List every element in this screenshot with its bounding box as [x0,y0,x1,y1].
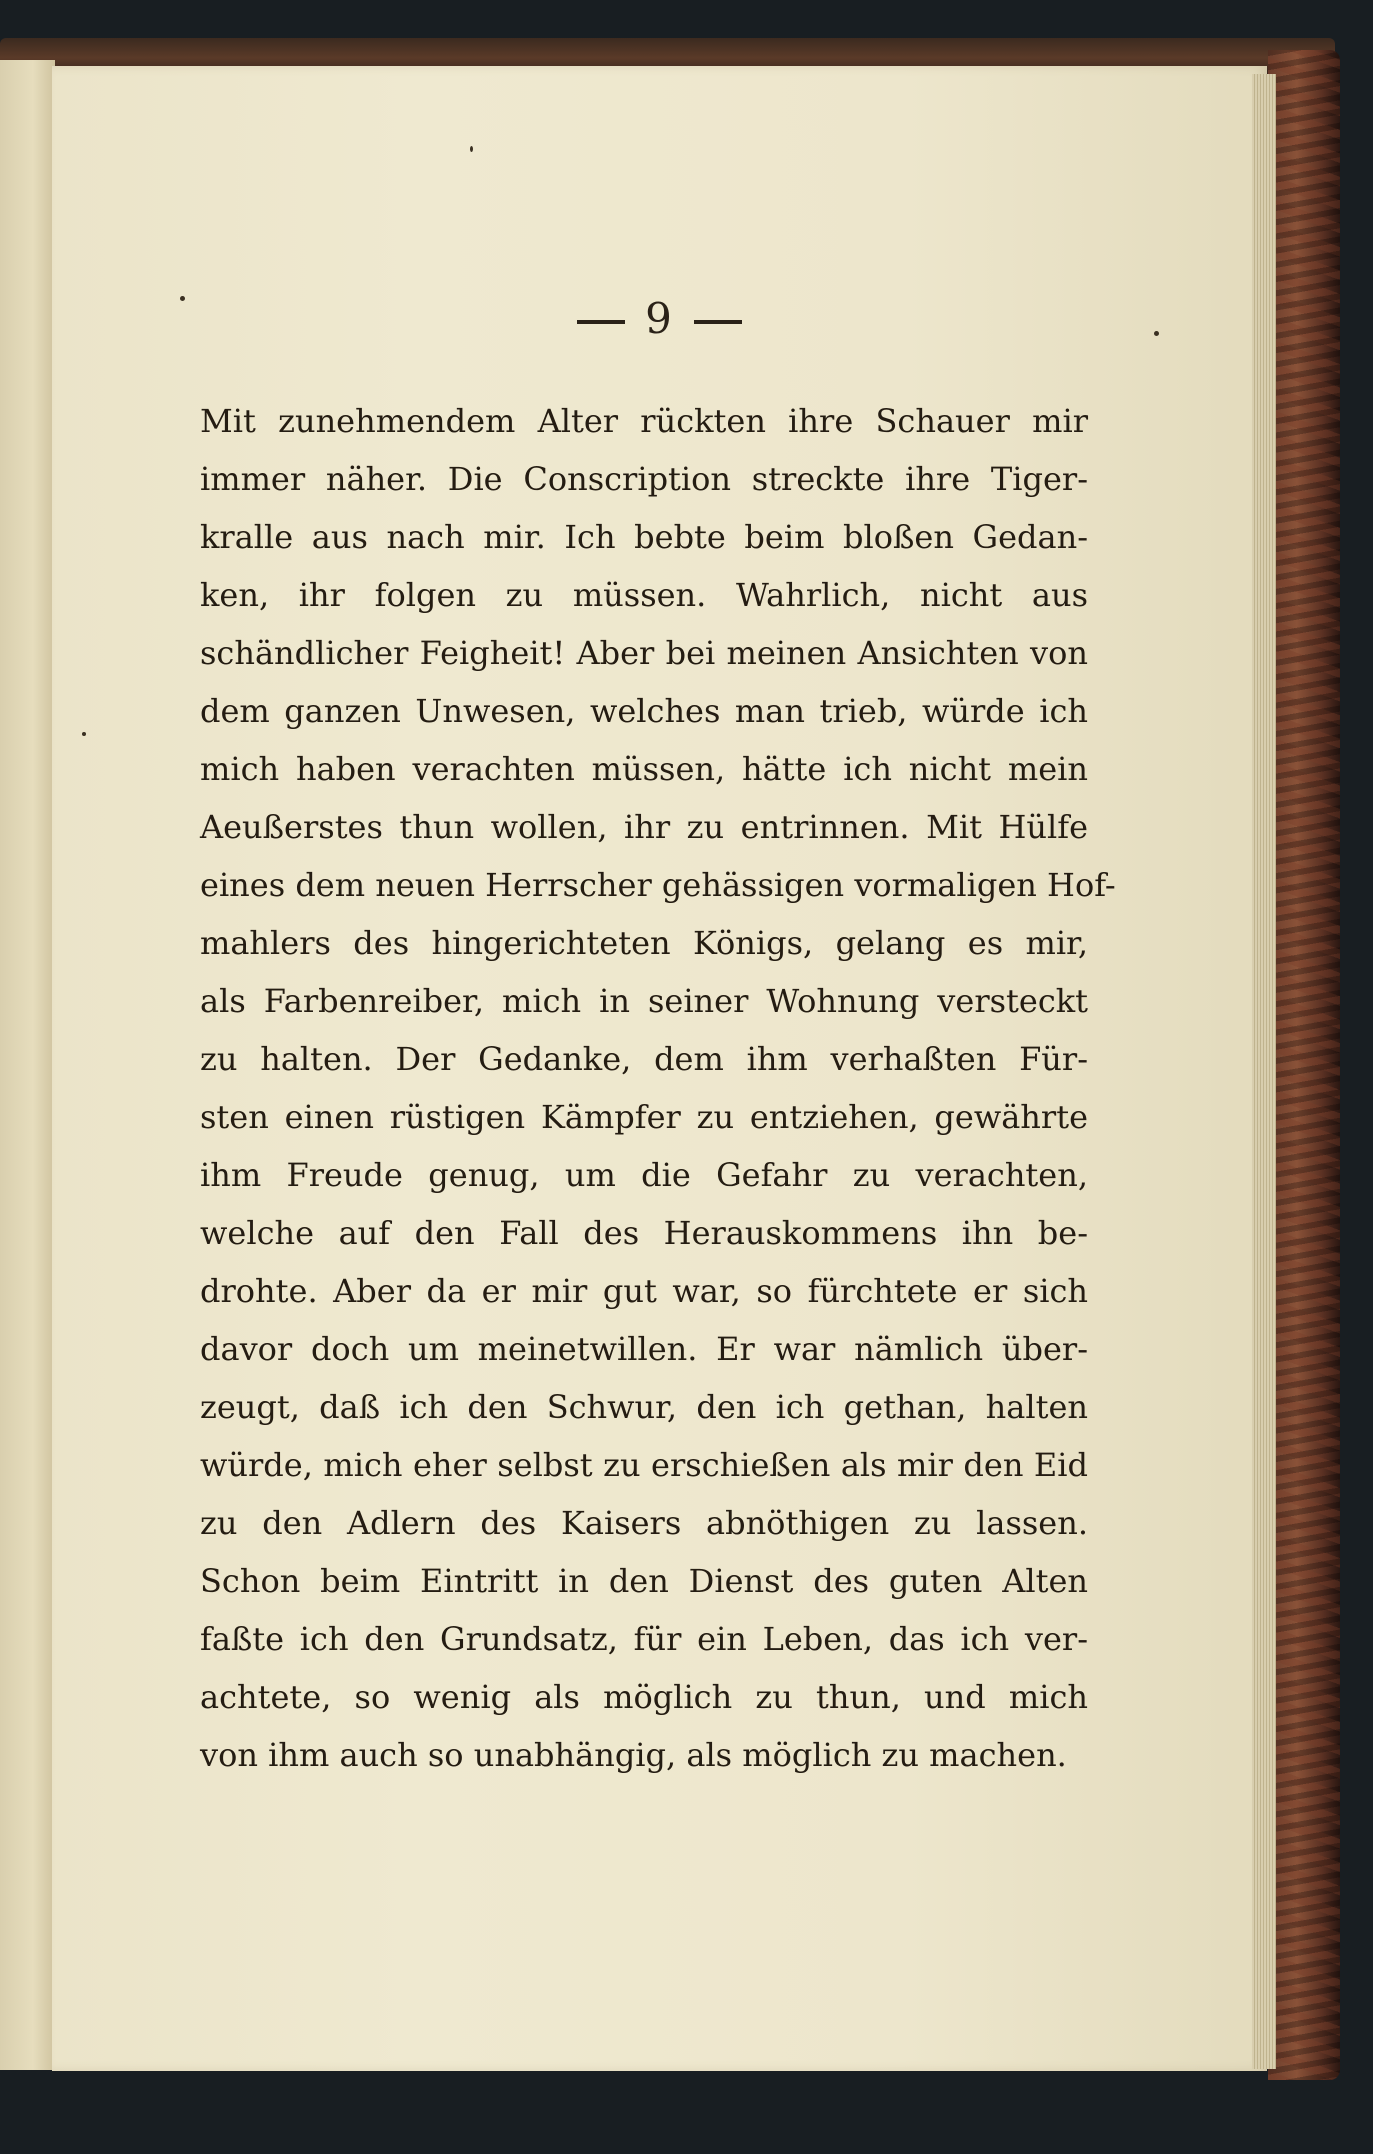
page-number: 9 [645,294,674,343]
text-line: welche auf den Fall des Herauskommens ihn be- [200,1214,1088,1252]
text-line: Schon beim Eintritt in den Dienst des guten Alten [200,1562,1088,1600]
page-stack-edge [1252,74,1276,2069]
speck [180,296,185,301]
book-page [52,66,1267,2071]
body-text [200,392,1116,1784]
text-line: von ihm auch so unabhängig, als möglich zu machen. [200,1736,1067,1774]
text-line: davor doch um meinetwillen. Er war nämlich über- [200,1330,1088,1368]
speck [82,732,86,736]
text-line: ken, ihr folgen zu müssen. Wahrlich, nicht aus [200,576,1088,614]
text-line: dem ganzen Unwesen, welches man trieb, würde ich [200,692,1088,730]
text-line: mich haben verachten müssen, hätte ich nicht mein [200,750,1088,788]
text-line: zu halten. Der Gedanke, dem ihm verhaßten Für- [200,1040,1088,1078]
facing-page-edge [0,60,55,2070]
book-cover-marbled-edge [1268,50,1340,2080]
text-line: würde, mich eher selbst zu erschießen als mir den Eid [200,1446,1088,1484]
text-line: ihm Freude genug, um die Gefahr zu verachten, [200,1156,1088,1194]
text-line: sten einen rüstigen Kämpfer zu entziehen, gewährte [200,1098,1088,1136]
text-line: drohte. Aber da er mir gut war, so fürchtete er sich [200,1272,1088,1310]
text-line: zu den Adlern des Kaisers abnöthigen zu lassen. [200,1504,1088,1542]
text-line: zeugt, daß ich den Schwur, den ich gethan, halten [200,1388,1088,1426]
text-line: Aeußerstes thun wollen, ihr zu entrinnen. Mit Hülfe [200,808,1088,846]
dash-right [694,320,742,324]
text-line: eines dem neuen Herrscher gehässigen vormaligen Hof- [200,866,1116,904]
text-line: Mit zunehmendem Alter rückten ihre Schauer mir [200,402,1088,440]
page-number-header [52,294,1267,343]
text-line: achtete, so wenig als möglich zu thun, und mich [200,1678,1088,1716]
dash-left [577,320,625,324]
text-line: faßte ich den Grundsatz, für ein Leben, das ich ver- [200,1620,1088,1658]
text-line: als Farbenreiber, mich in seiner Wohnung versteckt [200,982,1088,1020]
speck [470,146,473,152]
text-line: mahlers des hingerichteten Königs, gelang es mir, [200,924,1088,962]
text-line: kralle aus nach mir. Ich bebte beim bloßen Gedan- [200,518,1088,556]
speck [1154,331,1159,336]
text-line: schändlicher Feigheit! Aber bei meinen Ansichten von [200,634,1088,672]
text-line: immer näher. Die Conscription streckte ihre Tiger- [200,460,1088,498]
